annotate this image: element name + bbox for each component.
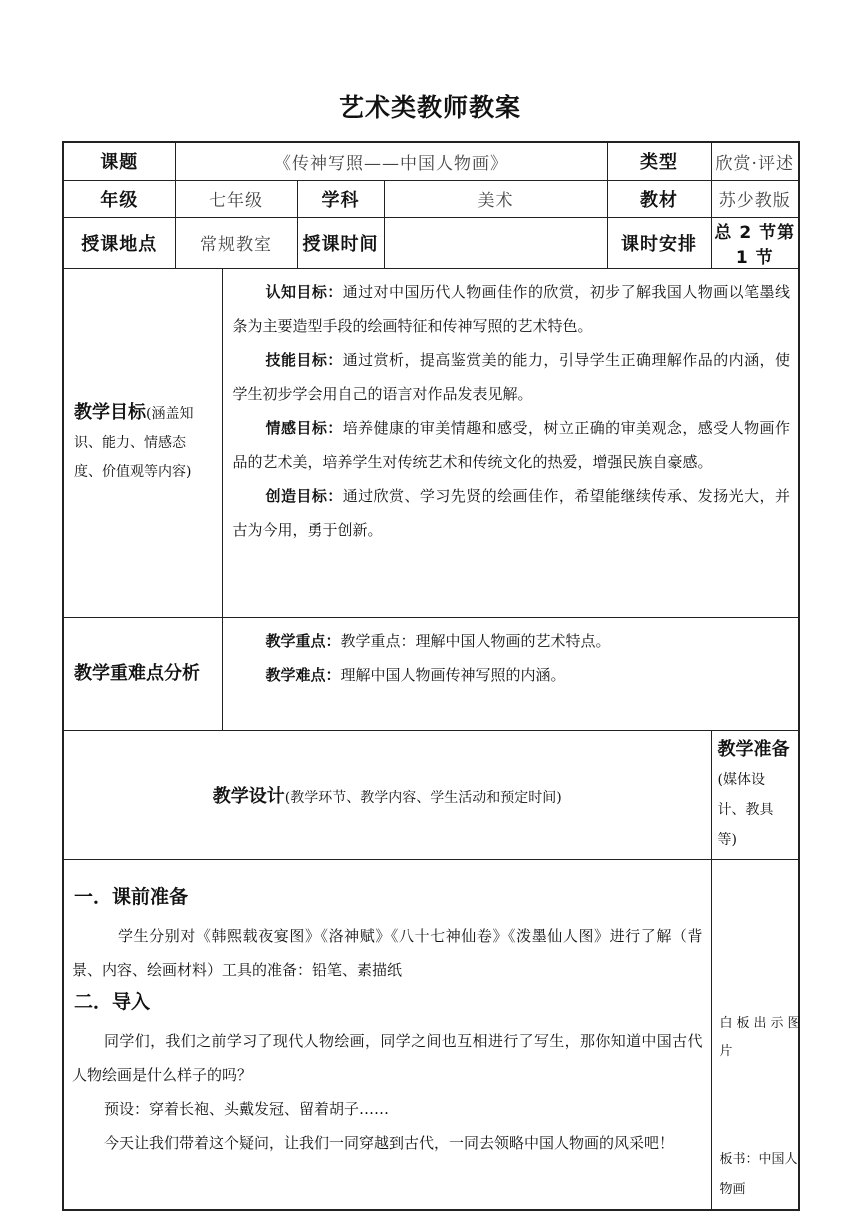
type-label: 类型 — [607, 142, 711, 180]
objective-cognitive: 认知目标：通过对中国历代人物画佳作的欣赏，初步了解我国人物画以笔墨线条为主要造型手段的绘画特征和传神写照的艺术特色。 — [232, 282, 790, 335]
row-objectives — [63, 268, 799, 617]
prep-notes-cell — [711, 859, 805, 1210]
schedule-label: 课时安排 — [607, 217, 711, 268]
row-design-body — [63, 859, 799, 1210]
objectives-content — [222, 268, 799, 617]
prep-header-cell — [711, 730, 799, 859]
topic-label: 课题 — [63, 142, 175, 180]
objectives-label: 教学目标 — [74, 402, 146, 423]
row-design-header — [63, 730, 799, 859]
topic-value: 《传神写照——中国人物画》 — [175, 142, 607, 180]
objective-creative: 创造目标：通过欣赏、学习先贤的绘画佳作，希望能继续传承、发扬光大，并古为今用，勇于创新。 — [232, 486, 790, 539]
key-points-label-cell — [63, 617, 222, 730]
key-points-content — [222, 617, 799, 730]
design-body-cell — [63, 859, 711, 1210]
row-location — [63, 217, 799, 268]
objectives-label-note: (涵盖知识、能力、情感态度、价值观等内容) — [74, 406, 194, 480]
design-header-cell — [63, 730, 711, 859]
row-grade — [63, 180, 799, 217]
lesson-plan-table — [62, 141, 805, 1211]
row-topic — [63, 142, 799, 180]
grade-label: 年级 — [63, 180, 175, 217]
schedule-value: 总 2 节第 1 节 — [711, 217, 799, 268]
design-label-note: (教学环节、教学内容、学生活动和预定时间) — [284, 789, 562, 806]
textbook-label: 教材 — [607, 180, 711, 217]
note-whiteboard: 白板出示图片 — [719, 1015, 805, 1059]
location-value: 常规教室 — [175, 217, 297, 268]
design-label: 教学设计 — [212, 785, 285, 807]
key-points-label: 教学重难点分析 — [74, 663, 200, 684]
prep-label: 教学准备 — [717, 738, 790, 760]
section-pre-class-text: 学生分别对《韩熙载夜宴图》《洛神赋》《八十七神仙卷》《泼墨仙人图》进行了解（背景、内容、绘画材料）工具的准备：铅笔、素描纸 — [72, 926, 703, 979]
key-focus: 教学重点：教学重点：理解中国人物画的艺术特点。 — [265, 631, 611, 650]
intro-paragraph-2: 预设：穿着长袍、头戴发冠、留着胡子…… — [104, 1099, 390, 1118]
intro-paragraph-3: 今天让我们带着这个疑问，让我们一同穿越到古代，一同去领略中国人物画的风采吧！ — [104, 1133, 675, 1152]
objective-emotion: 情感目标：培养健康的审美情趣和感受，树立正确的审美观念，感受人物画作品的艺术美，培养学生对传统艺术和传统文化的热爱，增强民族自豪感。 — [232, 418, 790, 471]
section-pre-class-title: 一．课前准备 — [74, 885, 189, 908]
textbook-value: 苏少教版 — [711, 180, 799, 217]
row-key-points — [63, 617, 799, 730]
subject-value: 美术 — [384, 180, 607, 217]
objectives-label-cell — [63, 268, 222, 617]
time-value — [384, 217, 607, 268]
location-label: 授课地点 — [63, 217, 175, 268]
section-intro-title: 二．导入 — [74, 990, 151, 1013]
page-title: 艺术类教师教案 — [338, 93, 521, 122]
objective-skill: 技能目标：通过赏析，提高鉴赏美的能力，引导学生正确理解作品的内涵，使学生初步学会用自己的语言对作品发表见解。 — [232, 350, 790, 403]
subject-label: 学科 — [297, 180, 384, 217]
time-label: 授课时间 — [297, 217, 384, 268]
note-blackboard: 板书：中国人物画 — [719, 1151, 798, 1197]
prep-note: (媒体设计、教具等) — [717, 771, 774, 848]
type-value: 欣赏·评述 — [711, 142, 799, 180]
intro-paragraph-1: 同学们，我们之前学习了现代人物绘画，同学之间也互相进行了写生，那你知道中国古代人物绘画是什么样子的吗？ — [72, 1031, 703, 1084]
grade-value: 七年级 — [175, 180, 297, 217]
key-difficulty: 教学难点：理解中国人物画传神写照的内涵。 — [265, 665, 566, 684]
